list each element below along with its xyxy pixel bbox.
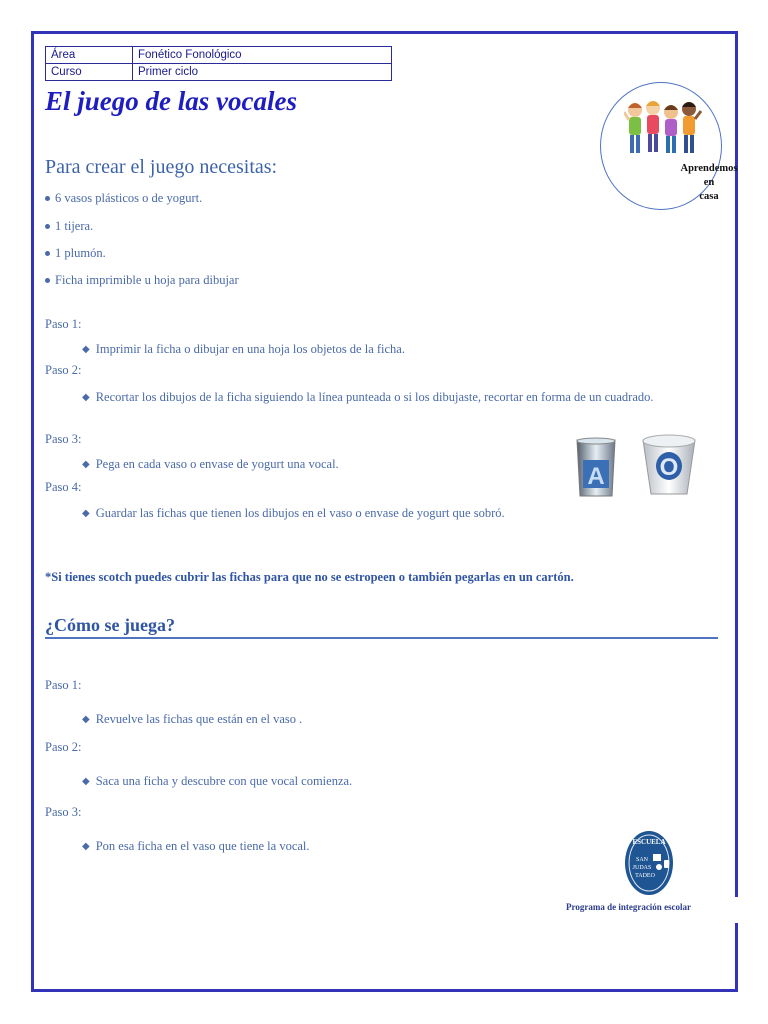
step-content: Recortar los dibujos de la ficha siguiendo la línea punteada o si los dibujaste, recortar en forma de un cuadrado. (95, 390, 654, 404)
badge-line: JUDAS (632, 865, 652, 871)
info-value: Primer ciclo (133, 64, 392, 81)
page-title: El juego de las vocales (45, 86, 297, 116)
step-label: Paso 2: (45, 363, 82, 377)
info-value: Fonético Fonológico (133, 47, 392, 64)
material-item (45, 273, 239, 288)
step-text (82, 339, 405, 361)
material-text: 1 plumón. (55, 246, 106, 260)
material-text: 6 vasos plásticos o de yogurt. (55, 191, 203, 205)
note-text: *Si tienes scotch puedes cubrir las fichas para que no se estropeen o también pegarlas en un cartón. (45, 570, 574, 584)
step-text (82, 387, 712, 409)
info-key: Área (46, 47, 133, 64)
materials-heading: Para crear el juego necesitas: (45, 156, 278, 178)
step-content: Saca una ficha y descubre con que vocal comienza. (95, 774, 353, 788)
step-text (82, 709, 302, 731)
info-key: Curso (46, 64, 133, 81)
step-label: Paso 1: (45, 678, 82, 692)
cup-letter-o: O (659, 454, 679, 481)
step-label: Paso 3: (45, 432, 82, 446)
info-row-curso (46, 64, 392, 81)
material-item (45, 191, 202, 206)
logo-line: Aprendemos (680, 163, 738, 174)
step-content: Pon esa ficha en el vaso que tiene la vocal. (95, 839, 310, 853)
diamond-icon: ◆ (82, 776, 90, 787)
step-label: Paso 1: (45, 317, 82, 331)
step-label: Paso 3: (45, 805, 82, 819)
step-content: Pega en cada vaso o envase de yogurt una vocal. (95, 457, 339, 471)
cup-letter-a: A (587, 463, 605, 490)
step-content: Revuelve las fichas que están en el vaso . (95, 712, 303, 726)
material-text: Ficha imprimible u hoja para dibujar (55, 273, 239, 287)
step-label: Paso 4: (45, 480, 82, 494)
diamond-icon: ◆ (82, 841, 90, 852)
diamond-icon: ◆ (82, 508, 90, 519)
cup-a-image (575, 436, 617, 498)
logo-text (660, 162, 758, 204)
school-badge-icon (624, 830, 674, 896)
bullet-icon (45, 278, 50, 283)
material-item (45, 246, 106, 261)
step-text (82, 771, 352, 793)
border-gap (733, 897, 741, 923)
bullet-icon (45, 224, 50, 229)
material-text: 1 tijera. (55, 219, 94, 233)
info-table (45, 46, 392, 81)
diamond-icon: ◆ (82, 459, 90, 470)
logo-line: en (703, 177, 715, 188)
diamond-icon: ◆ (82, 344, 90, 355)
step-text (82, 503, 505, 525)
heading-rule (45, 637, 718, 639)
step-text (82, 836, 310, 858)
bullet-icon (45, 251, 50, 256)
play-heading: ¿Cómo se juega? (45, 615, 175, 635)
step-content: Imprimir la ficha o dibujar en una hoja los objetos de la ficha. (95, 342, 405, 356)
children-icon (624, 98, 702, 158)
material-item (45, 219, 93, 234)
cup-o-image (639, 432, 699, 498)
badge-line: ESCUELA (632, 838, 666, 846)
program-label: Programa de integración escolar (566, 902, 692, 912)
step-label: Paso 2: (45, 740, 82, 754)
info-row-area (46, 47, 392, 64)
badge-line: TADEO (635, 873, 655, 879)
step-text (82, 454, 339, 476)
bullet-icon (45, 196, 50, 201)
diamond-icon: ◆ (82, 392, 90, 403)
logo-line: casa (699, 191, 719, 202)
step-content: Guardar las fichas que tienen los dibujos en el vaso o envase de yogurt que sobró. (95, 506, 505, 520)
diamond-icon: ◆ (82, 714, 90, 725)
badge-line: SAN (635, 857, 649, 863)
